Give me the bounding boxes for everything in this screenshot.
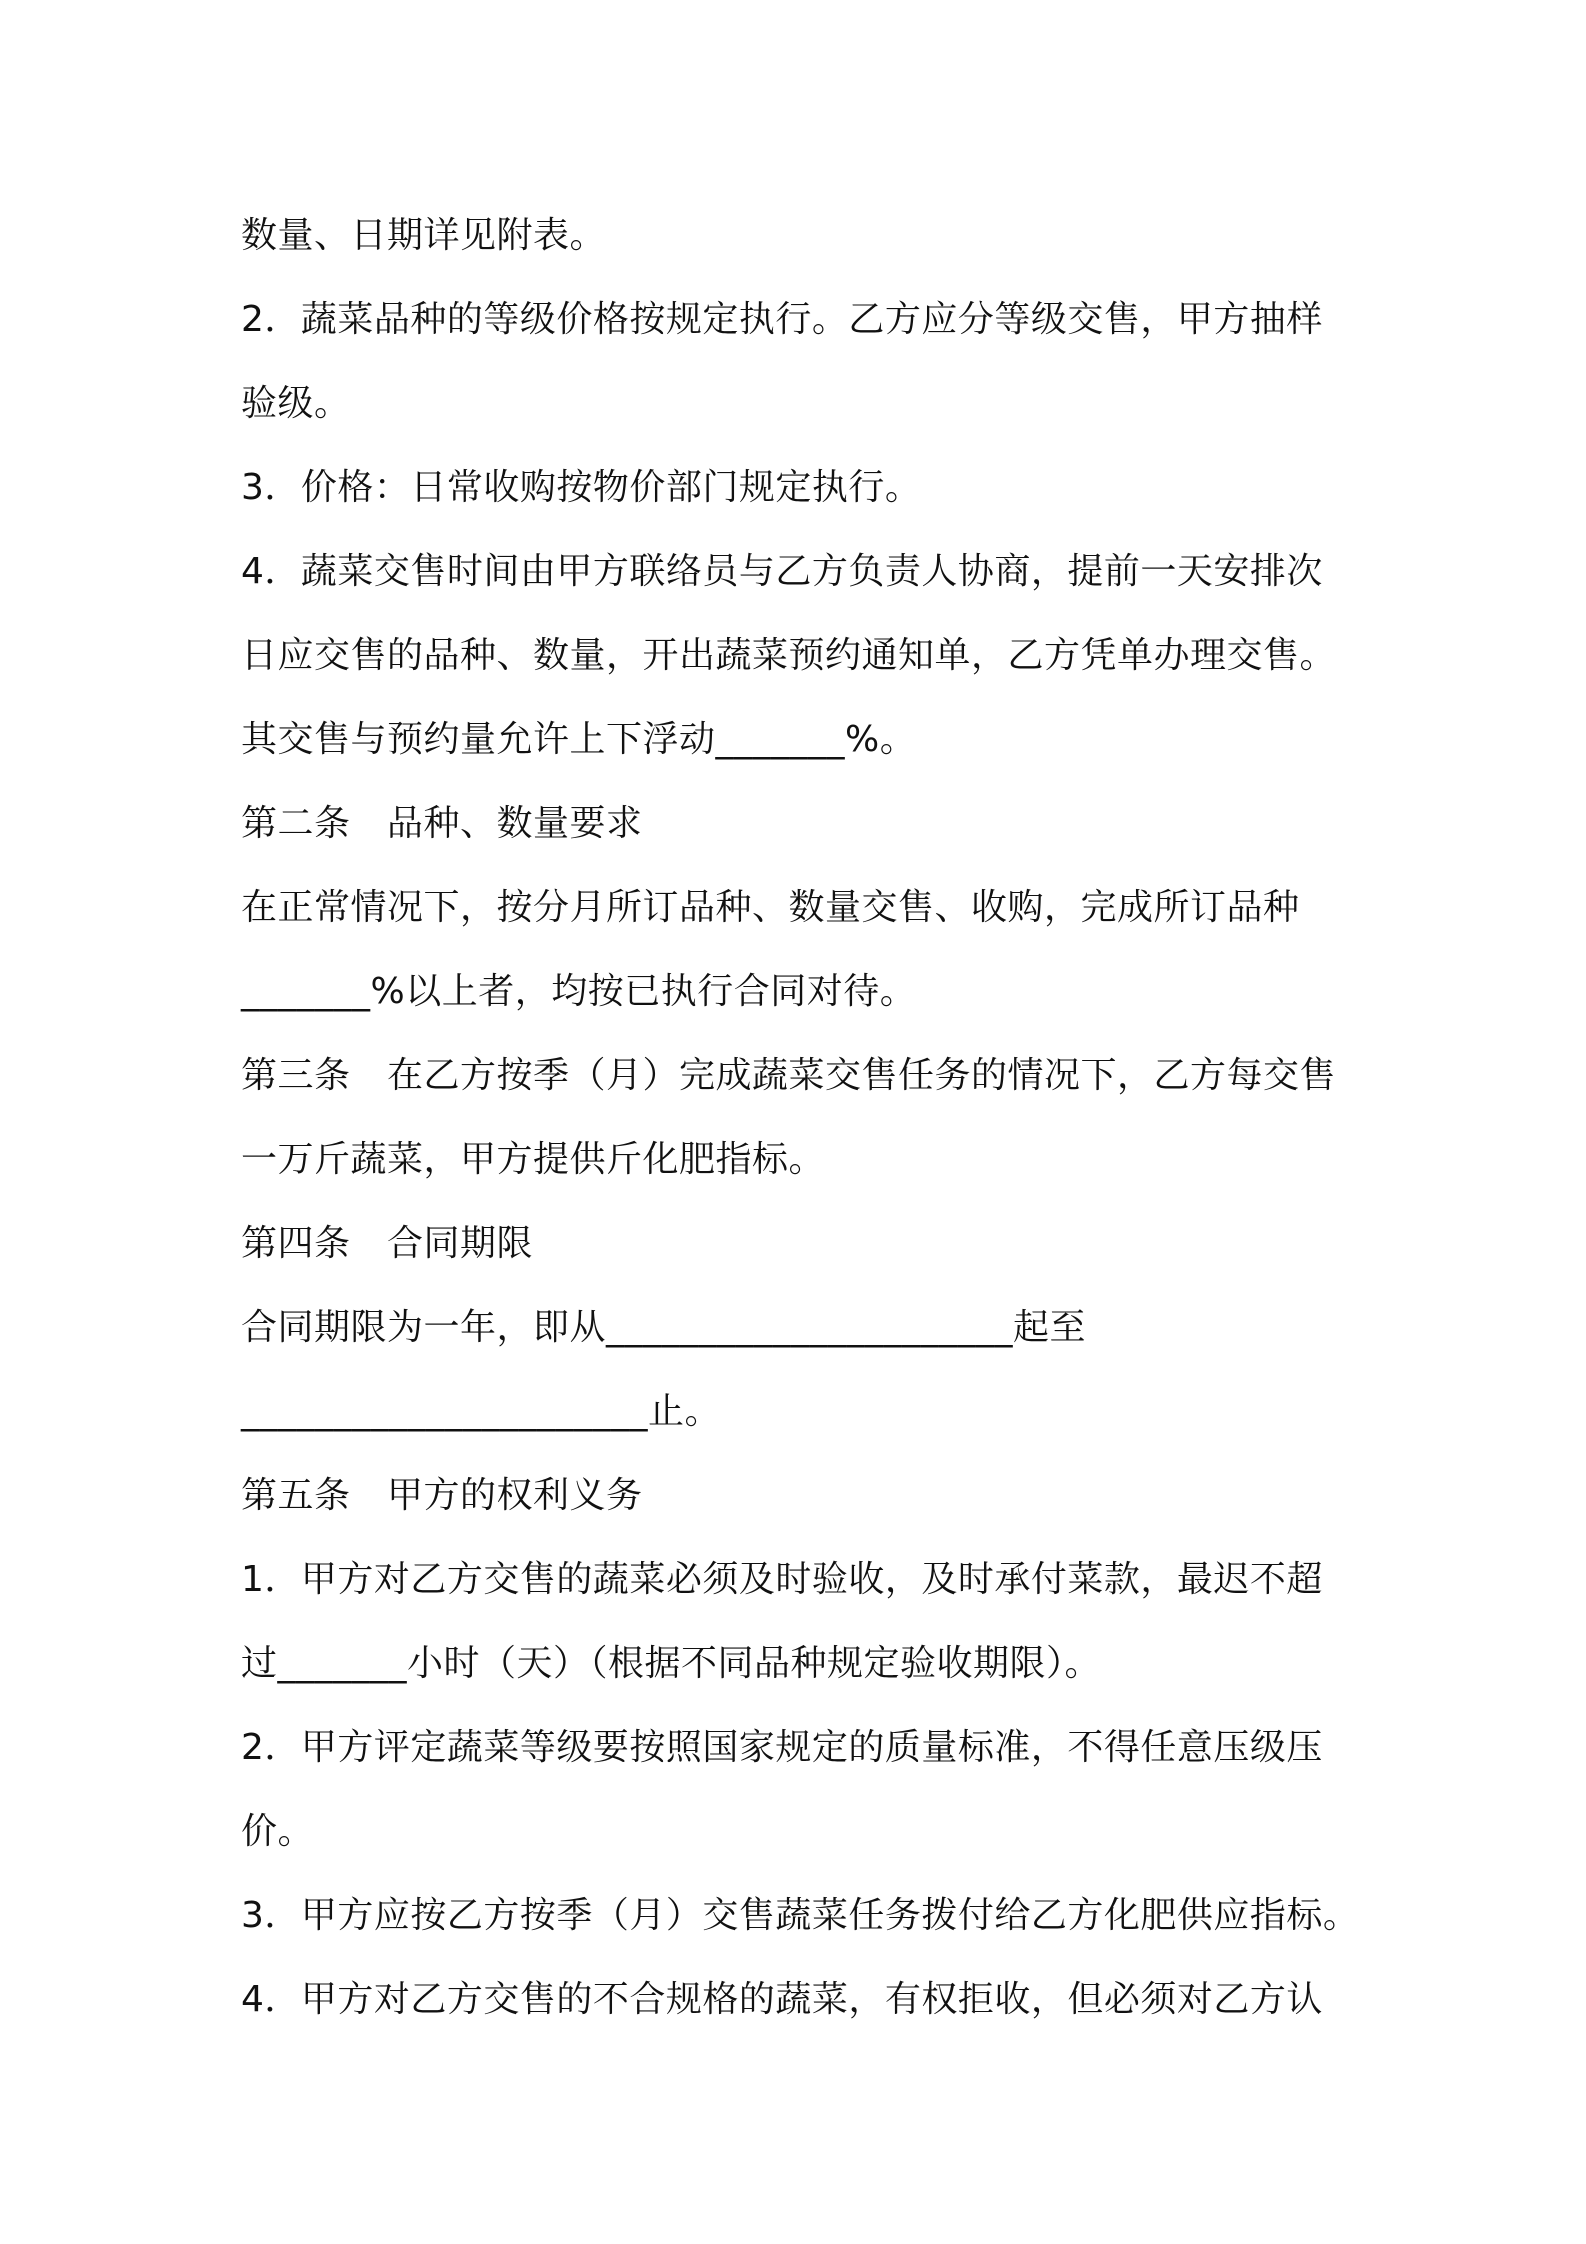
text-line: _______%以上者，均按已执行合同对待。 <box>241 971 917 1012</box>
section-heading-article-5: 第五条 甲方的权利义务 <box>241 1475 643 1516</box>
text-line: 其交售与预约量允许上下浮动_______%。 <box>241 719 917 760</box>
text-line: 一万斤蔬菜，甲方提供斤化肥指标。 <box>241 1139 826 1180</box>
text-line: 验级。 <box>241 383 351 424</box>
text-line: 合同期限为一年，即从______________________起至 <box>241 1307 1087 1348</box>
text-line: 1．甲方对乙方交售的蔬菜必须及时验收，及时承付菜款，最迟不超 <box>241 1559 1323 1600</box>
text-line: 数量、日期详见附表。 <box>241 215 607 256</box>
text-line: 日应交售的品种、数量，开出蔬菜预约通知单，乙方凭单办理交售。 <box>241 635 1337 676</box>
text-line: 2．甲方评定蔬菜等级要按照国家规定的质量标准，不得任意压级压 <box>241 1727 1323 1768</box>
section-heading-article-4: 第四条 合同期限 <box>241 1223 534 1264</box>
text-line: 3．价格：日常收购按物价部门规定执行。 <box>241 467 922 508</box>
text-line: 2．蔬菜品种的等级价格按规定执行。乙方应分等级交售，甲方抽样 <box>241 299 1323 340</box>
text-line: 在正常情况下，按分月所订品种、数量交售、收购，完成所订品种 <box>241 887 1300 928</box>
text-line: 过_______小时（天）（根据不同品种规定验收期限）。 <box>241 1643 1102 1684</box>
text-line: ______________________止。 <box>241 1391 722 1432</box>
text-line: 3．甲方应按乙方按季（月）交售蔬菜任务拨付给乙方化肥供应指标。 <box>241 1895 1360 1936</box>
text-line: 价。 <box>241 1811 315 1852</box>
text-line: 4．蔬菜交售时间由甲方联络员与乙方负责人协商，提前一天安排次 <box>241 551 1323 592</box>
section-heading-article-2: 第二条 品种、数量要求 <box>241 803 643 844</box>
contract-text <box>241 194 1371 2042</box>
text-line: 4．甲方对乙方交售的不合规格的蔬菜，有权拒收，但必须对乙方认 <box>241 1979 1323 2020</box>
section-heading-article-3: 第三条 在乙方按季（月）完成蔬菜交售任务的情况下，乙方每交售 <box>241 1055 1337 1096</box>
